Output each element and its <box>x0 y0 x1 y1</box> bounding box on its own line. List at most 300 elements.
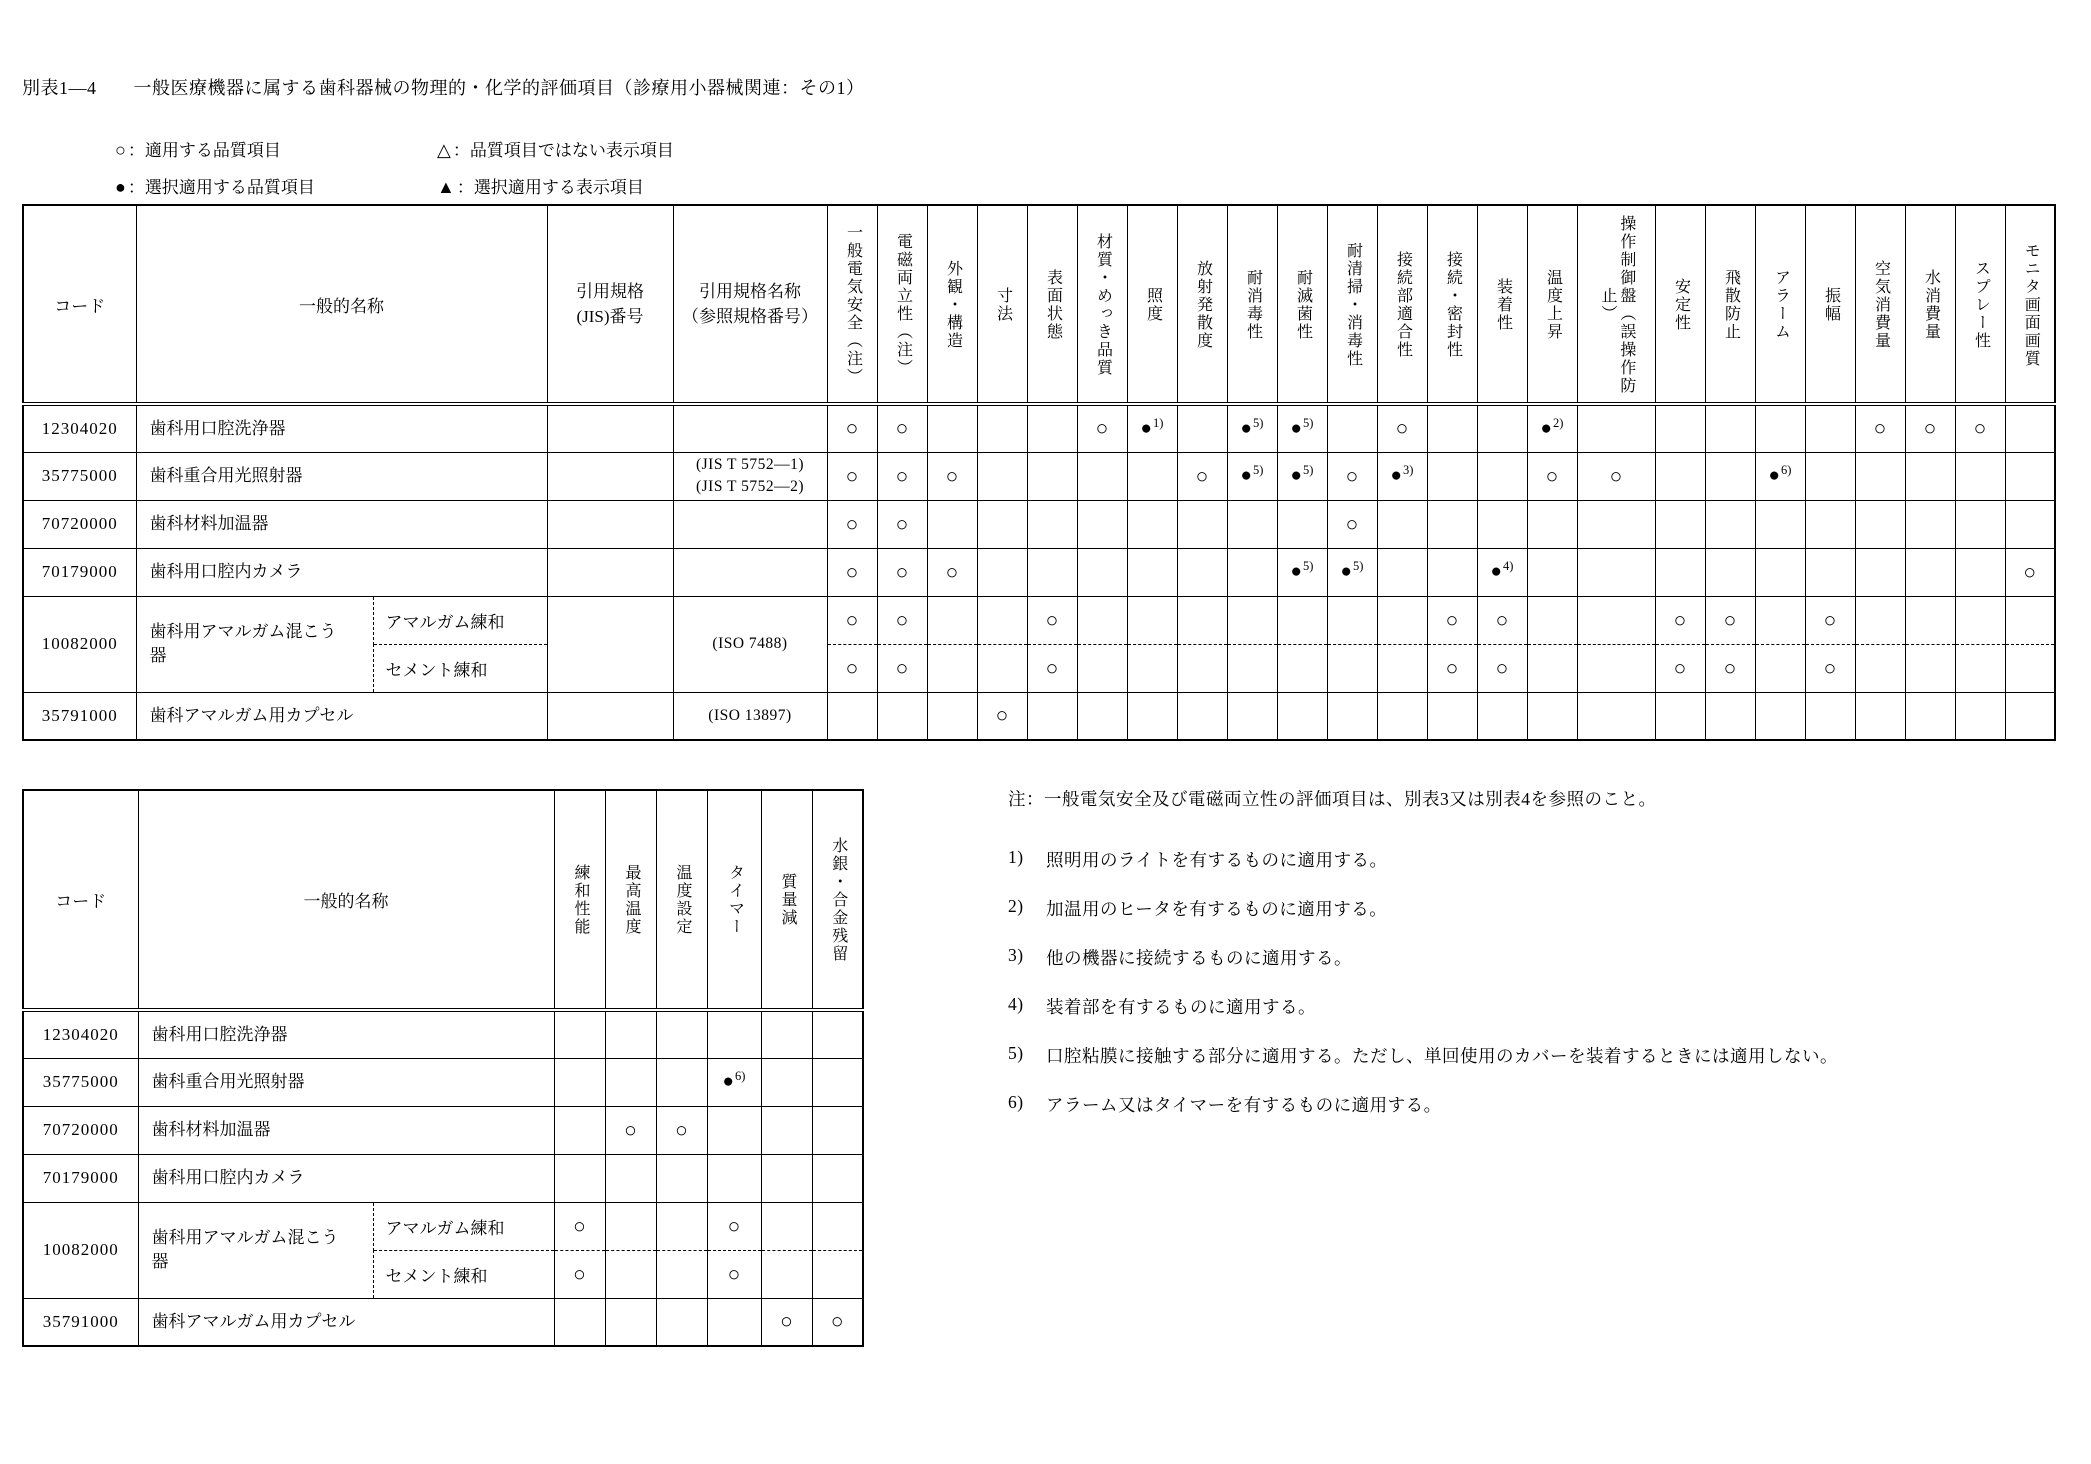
code-cell: 35775000 <box>23 452 136 500</box>
filled-circle-mark: ● <box>1340 561 1353 582</box>
legend-text: ：適用する品質項目 <box>127 141 281 160</box>
criterion-label: 温度上昇 <box>1544 269 1562 341</box>
criterion-header <box>827 205 877 404</box>
open-circle-mark: ○ <box>1045 655 1059 680</box>
mark-cell <box>656 1298 707 1346</box>
mark-cell <box>554 1298 605 1346</box>
mark-cell <box>827 548 877 596</box>
mark-cell <box>1277 500 1327 548</box>
open-circle-mark: ○ <box>727 1261 741 1286</box>
open-circle-mark: ○ <box>1095 416 1109 441</box>
code-cell: 70179000 <box>23 548 136 596</box>
open-circle-mark: ○ <box>1823 655 1837 680</box>
mark-cell <box>707 1202 761 1250</box>
legend-item <box>115 136 281 161</box>
mark-cell <box>1705 452 1755 500</box>
mark-cell <box>1705 404 1755 452</box>
open-circle-mark: ○ <box>845 559 859 584</box>
mark-cell <box>656 1202 707 1250</box>
mark-cell <box>1027 452 1077 500</box>
mark-cell <box>1855 404 1905 452</box>
supplementary-evaluation-table <box>22 789 864 1347</box>
mark-cell <box>1377 596 1427 644</box>
mark-cell <box>605 1010 656 1058</box>
mark-cell <box>827 692 877 740</box>
mark-cell <box>977 644 1027 692</box>
mark-cell <box>761 1106 812 1154</box>
mark-cell <box>1655 692 1705 740</box>
mark-cell <box>1277 404 1327 452</box>
mark-cell <box>1277 452 1327 500</box>
name-cell: 歯科用口腔洗浄器 <box>138 1010 554 1058</box>
mark-cell <box>1755 500 1805 548</box>
mark-cell <box>1855 692 1905 740</box>
criterion-header <box>927 205 977 404</box>
open-circle-mark: ○ <box>1723 607 1737 632</box>
mark-cell <box>656 1154 707 1202</box>
mark-footnote-ref: 1) <box>1153 415 1164 430</box>
mark-footnote-ref: 5) <box>1253 415 1264 430</box>
mark-cell <box>1755 548 1805 596</box>
code-cell: 35775000 <box>23 1058 138 1106</box>
mark-cell <box>1705 644 1755 692</box>
mark-cell <box>1905 692 1955 740</box>
mark-cell <box>1277 692 1327 740</box>
mark-cell <box>2005 596 2055 644</box>
header-code: コード <box>23 790 138 1010</box>
name-cell: 歯科用アマルガム混こう器 <box>136 596 373 692</box>
open-circle-mark: ○ <box>895 416 909 441</box>
mark-cell <box>1027 692 1077 740</box>
mark-footnote-ref: 2) <box>1553 415 1564 430</box>
subrow-label-cell: アマルガム練和 <box>373 1202 554 1250</box>
open-circle-mark: ○ <box>1609 463 1623 488</box>
mark-cell <box>1955 692 2005 740</box>
mark-cell <box>1177 644 1227 692</box>
mark-cell <box>1527 596 1577 644</box>
name-cell: 歯科重合用光照射器 <box>138 1058 554 1106</box>
mark-cell <box>761 1298 812 1346</box>
header-row <box>23 205 2055 404</box>
table-row <box>23 452 2055 500</box>
mark-cell <box>1277 596 1327 644</box>
code-cell: 10082000 <box>23 1202 138 1298</box>
mark-cell <box>1277 548 1327 596</box>
mark-cell <box>1227 644 1277 692</box>
mark-cell <box>707 1106 761 1154</box>
criterion-header <box>1327 205 1377 404</box>
open-circle-mark: ○ <box>945 559 959 584</box>
mark-cell <box>761 1058 812 1106</box>
mark-cell <box>1427 644 1477 692</box>
open-circle-mark: ○ <box>845 416 859 441</box>
mark-cell <box>1477 548 1527 596</box>
code-cell: 12304020 <box>23 1010 138 1058</box>
code-cell: 35791000 <box>23 692 136 740</box>
criterion-label: 温度設定 <box>673 864 691 936</box>
filled-circle-mark: ● <box>1390 465 1403 486</box>
name-cell: 歯科アマルガム用カプセル <box>136 692 547 740</box>
mark-cell <box>1177 452 1227 500</box>
mark-cell <box>1577 452 1655 500</box>
open-circle-mark: ○ <box>1445 655 1459 680</box>
mark-cell <box>1577 692 1655 740</box>
criterion-label: 装着性 <box>1494 278 1512 332</box>
mark-cell <box>1805 500 1855 548</box>
note-text: 他の機器に接続するものに適用する。 <box>1046 948 1352 968</box>
open-circle-mark: ○ <box>1345 511 1359 536</box>
open-circle-mark: ○ <box>845 607 859 632</box>
mark-cell <box>1077 500 1127 548</box>
filled-circle-mark: ● <box>1140 417 1153 439</box>
criterion-label: 飛散防止 <box>1722 269 1740 341</box>
open-circle-mark: ○ <box>845 463 859 488</box>
mark-cell <box>1177 692 1227 740</box>
criterion-label: 質量減 <box>778 873 796 927</box>
header-code: コード <box>23 205 136 404</box>
open-circle-mark: ○ <box>895 463 909 488</box>
mark-cell <box>1327 644 1377 692</box>
notes-block <box>1008 786 1838 1141</box>
mark-cell <box>1177 404 1227 452</box>
mark-cell <box>707 1058 761 1106</box>
mark-cell <box>1955 548 2005 596</box>
note-text: 照明用のライトを有するものに適用する。 <box>1046 850 1388 870</box>
mark-cell <box>1855 596 1905 644</box>
mark-cell <box>2005 548 2055 596</box>
mark-footnote-ref: 4) <box>1503 559 1514 573</box>
criterion-header <box>1577 205 1655 404</box>
mark-cell <box>1327 596 1377 644</box>
criterion-label: 水銀・合金残留 <box>829 837 847 963</box>
criterion-label: 接続部適合性 <box>1394 251 1412 359</box>
note-number: 6) <box>1008 1092 1024 1112</box>
mark-cell <box>1427 404 1477 452</box>
mark-cell <box>1905 500 1955 548</box>
jis-number-cell <box>547 692 673 740</box>
note-text: アラーム又はタイマーを有するものに適用する。 <box>1046 1095 1442 1115</box>
table-row <box>23 500 2055 548</box>
mark-cell <box>1227 404 1277 452</box>
note-number: 2) <box>1008 896 1024 916</box>
header-line: 引用規格名称 <box>699 281 801 301</box>
header-reference-name <box>673 205 827 404</box>
mark-cell <box>1905 548 1955 596</box>
mark-cell <box>554 1154 605 1202</box>
mark-cell <box>977 596 1027 644</box>
open-circle-mark: ○ <box>573 1213 586 1238</box>
note-item <box>1008 1092 1838 1117</box>
mark-cell <box>1327 500 1377 548</box>
open-circle-mark: ○ <box>1673 607 1687 632</box>
reference-line: (ISO 7488) <box>712 634 788 652</box>
mark-cell <box>1655 548 1705 596</box>
mark-cell <box>707 1298 761 1346</box>
mark-cell <box>1377 452 1427 500</box>
page-title: 別表1—4 一般医療機器に属する歯科器械の物理的・化学的評価項目（診療用小器械関連：その1） <box>22 78 865 98</box>
criterion-header <box>1855 205 1905 404</box>
note-number: 3) <box>1008 945 1024 965</box>
note-text: 口腔粘膜に接触する部分に適用する。ただし、単回使用のカバーを装着するときには適用しない。 <box>1046 1046 1838 1066</box>
name-cell: 歯科用口腔内カメラ <box>136 548 547 596</box>
filled-circle-mark: ● <box>1768 465 1781 486</box>
mark-cell <box>761 1250 812 1298</box>
mark-cell <box>1527 644 1577 692</box>
mark-cell <box>1177 596 1227 644</box>
mark-cell <box>1527 548 1577 596</box>
mark-cell <box>2005 692 2055 740</box>
mark-cell <box>977 692 1027 740</box>
criterion-label: 耐消毒性 <box>1244 269 1262 341</box>
mark-cell <box>1477 596 1527 644</box>
note-text: 加温用のヒータを有するものに適用する。 <box>1046 899 1388 919</box>
open-circle-mark: ○ <box>2023 559 2037 584</box>
criterion-header <box>605 790 656 1010</box>
note-item <box>1008 945 1838 970</box>
note-item <box>1008 896 1838 921</box>
criterion-header <box>761 790 812 1010</box>
note-item <box>1008 847 1838 872</box>
jis-number-cell <box>547 404 673 452</box>
criterion-label: 一般電気安全（注） <box>844 224 862 386</box>
mark-cell <box>554 1250 605 1298</box>
open-circle-mark: ○ <box>830 1309 844 1334</box>
mark-cell <box>1227 500 1277 548</box>
header-line: 引用規格 <box>576 281 644 301</box>
mark-cell <box>1227 692 1277 740</box>
criterion-label: 練和性能 <box>571 864 589 936</box>
subrow-label-cell: セメント練和 <box>373 1250 554 1298</box>
code-cell: 10082000 <box>23 596 136 692</box>
mark-cell <box>2005 500 2055 548</box>
mark-cell <box>707 1154 761 1202</box>
criterion-label: 電磁両立性（注） <box>894 233 912 377</box>
mark-footnote-ref: 6) <box>735 1069 746 1083</box>
mark-cell <box>927 692 977 740</box>
mark-cell <box>554 1058 605 1106</box>
open-circle-mark: ○ <box>1973 416 1987 441</box>
mark-cell <box>1127 500 1177 548</box>
criterion-header <box>1905 205 1955 404</box>
open-circle-mark: ○ <box>895 607 909 632</box>
mark-cell <box>1127 452 1177 500</box>
legend-symbol: △ <box>437 140 451 160</box>
filled-circle-mark: ● <box>1490 561 1503 582</box>
mark-cell <box>1905 404 1955 452</box>
mark-cell <box>1805 692 1855 740</box>
open-circle-mark: ○ <box>1195 463 1209 488</box>
filled-circle-mark: ● <box>1290 561 1303 582</box>
mark-cell <box>1477 404 1527 452</box>
criterion-label: タイマー <box>726 864 744 936</box>
note-number: 5) <box>1008 1043 1024 1063</box>
reference-name-cell <box>673 548 827 596</box>
mark-footnote-ref: 5) <box>1303 559 1314 573</box>
mark-cell <box>761 1010 812 1058</box>
mark-cell <box>877 500 927 548</box>
mark-cell <box>1127 644 1177 692</box>
criterion-label: 表面状態 <box>1044 269 1062 341</box>
open-circle-mark: ○ <box>1345 463 1359 488</box>
mark-cell <box>1655 404 1705 452</box>
mark-cell <box>977 404 1027 452</box>
mark-cell <box>927 452 977 500</box>
open-circle-mark: ○ <box>895 511 909 536</box>
mark-cell <box>1077 404 1127 452</box>
mark-cell <box>1805 548 1855 596</box>
open-circle-mark: ○ <box>1445 607 1459 632</box>
mark-cell <box>1805 404 1855 452</box>
mark-cell <box>1427 452 1477 500</box>
mark-cell <box>1177 500 1227 548</box>
mark-cell <box>812 1010 863 1058</box>
mark-cell <box>877 548 927 596</box>
mark-footnote-ref: 3) <box>1403 463 1414 477</box>
mark-cell <box>1955 596 2005 644</box>
mark-cell <box>1327 404 1377 452</box>
filled-circle-mark: ● <box>1240 465 1253 486</box>
criterion-label: 最高温度 <box>622 864 640 936</box>
mark-cell <box>877 692 927 740</box>
code-cell: 70179000 <box>23 1154 138 1202</box>
header-jis-number <box>547 205 673 404</box>
name-cell: 歯科アマルガム用カプセル <box>138 1298 554 1346</box>
jis-number-cell <box>547 596 673 692</box>
mark-cell <box>1655 644 1705 692</box>
mark-cell <box>1027 644 1077 692</box>
criterion-label: 材質・めっき品質 <box>1094 233 1112 377</box>
legend-item <box>437 173 644 198</box>
criterion-header <box>1427 205 1477 404</box>
criterion-header <box>1127 205 1177 404</box>
mark-cell <box>1755 452 1805 500</box>
criterion-header <box>1377 205 1427 404</box>
filled-circle-mark: ● <box>722 1071 735 1092</box>
mark-cell <box>927 596 977 644</box>
open-circle-mark: ○ <box>675 1117 688 1142</box>
mark-cell <box>1705 596 1755 644</box>
mark-cell <box>1077 644 1127 692</box>
header-general-name: 一般的名称 <box>138 790 554 1010</box>
criterion-label: 寸法 <box>994 287 1012 323</box>
header-line: （参照規格番号） <box>682 307 818 326</box>
mark-cell <box>1377 692 1427 740</box>
criterion-header <box>1755 205 1805 404</box>
table-row <box>23 1058 863 1106</box>
criterion-label: アラーム <box>1772 269 1790 341</box>
mark-cell <box>1427 692 1477 740</box>
mark-cell <box>1955 452 2005 500</box>
mark-cell <box>1227 452 1277 500</box>
mark-cell <box>977 548 1027 596</box>
criterion-header <box>977 205 1027 404</box>
mark-cell <box>927 404 977 452</box>
table-row <box>23 692 2055 740</box>
mark-cell <box>812 1058 863 1106</box>
criterion-header <box>707 790 761 1010</box>
jis-number-cell <box>547 548 673 596</box>
criterion-header <box>554 790 605 1010</box>
table-row <box>23 1010 863 1058</box>
mark-cell <box>1577 596 1655 644</box>
open-circle-mark: ○ <box>1495 607 1509 632</box>
open-circle-mark: ○ <box>995 703 1009 728</box>
mark-cell <box>1377 404 1427 452</box>
criterion-label: 外観・構造 <box>944 260 962 350</box>
open-circle-mark: ○ <box>845 511 859 536</box>
filled-circle-mark: ● <box>1240 417 1253 439</box>
note-text: 装着部を有するものに適用する。 <box>1046 997 1316 1017</box>
mark-cell <box>1427 500 1477 548</box>
code-cell: 35791000 <box>23 1298 138 1346</box>
mark-cell <box>1955 500 2005 548</box>
mark-cell <box>1377 500 1427 548</box>
mark-cell <box>877 644 927 692</box>
mark-cell <box>1027 596 1077 644</box>
mark-cell <box>2005 404 2055 452</box>
mark-cell <box>1805 596 1855 644</box>
mark-cell <box>1905 452 1955 500</box>
reference-name-cell <box>673 452 827 500</box>
mark-cell <box>1177 548 1227 596</box>
jis-number-cell <box>547 500 673 548</box>
mark-cell <box>605 1202 656 1250</box>
mark-cell <box>1377 548 1427 596</box>
reference-name-cell <box>673 692 827 740</box>
mark-cell <box>1855 644 1905 692</box>
main-evaluation-table <box>22 204 2056 741</box>
table-row <box>23 548 2055 596</box>
criterion-header <box>656 790 707 1010</box>
mark-cell <box>1655 452 1705 500</box>
jis-number-cell <box>547 452 673 500</box>
mark-cell <box>1577 404 1655 452</box>
mark-cell <box>812 1298 863 1346</box>
mark-cell <box>877 404 927 452</box>
open-circle-mark: ○ <box>1495 655 1509 680</box>
open-circle-mark: ○ <box>1545 463 1559 488</box>
note-number: 4) <box>1008 994 1024 1014</box>
reference-line: (ISO 13897) <box>708 706 792 724</box>
mark-cell <box>2005 644 2055 692</box>
mark-cell <box>877 452 927 500</box>
mark-cell <box>1127 692 1177 740</box>
code-cell: 70720000 <box>23 1106 138 1154</box>
mark-cell <box>1077 452 1127 500</box>
mark-cell <box>1855 500 1905 548</box>
mark-cell <box>1955 644 2005 692</box>
mark-cell <box>1805 644 1855 692</box>
criterion-label: 振幅 <box>1822 287 1840 323</box>
criterion-label: 耐滅菌性 <box>1294 269 1312 341</box>
mark-cell <box>605 1250 656 1298</box>
mark-cell <box>554 1010 605 1058</box>
mark-cell <box>554 1202 605 1250</box>
criterion-label: 空気消費量 <box>1872 260 1890 350</box>
mark-cell <box>1277 644 1327 692</box>
criterion-header <box>812 790 863 1010</box>
legend-text: ：選択適用する表示項目 <box>456 178 644 197</box>
mark-cell <box>927 644 977 692</box>
open-circle-mark: ○ <box>573 1261 586 1286</box>
criterion-header <box>1227 205 1277 404</box>
header-line: (JIS)番号 <box>576 307 644 326</box>
table-row <box>23 1298 863 1346</box>
open-circle-mark: ○ <box>945 463 959 488</box>
mark-cell <box>1577 644 1655 692</box>
mark-cell <box>812 1202 863 1250</box>
reference-name-cell <box>673 596 827 692</box>
